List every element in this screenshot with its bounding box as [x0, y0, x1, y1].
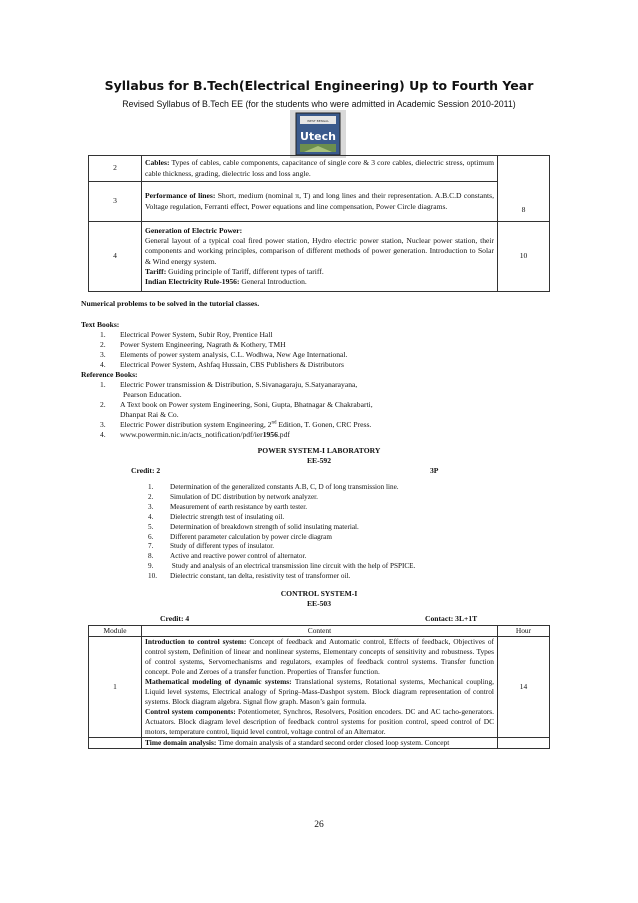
list-item: 7. Study of different types of insulator.: [148, 542, 275, 551]
lab-title: POWER SYSTEM-I LABORATORY: [257, 446, 381, 455]
syllabus-table-power-system: [88, 155, 550, 292]
list-item: 8. Active and reactive power control of alternator.: [148, 552, 307, 561]
list-item: 3.: [100, 350, 106, 359]
list-item-text: A Text book on Power system Engineering, Soni, Gupta, Bhatnagar & Chakrabarti,: [120, 400, 373, 409]
list-item-text: Electrical Power System, Subir Roy, Prentice Hall: [120, 330, 273, 339]
svg-text:Utech: Utech: [299, 130, 337, 143]
column-header-hour: Hour: [498, 626, 550, 637]
list-item: 6. Different parameter calculation by power circle diagram: [148, 532, 332, 541]
lab-code: EE-592: [306, 456, 332, 465]
table-row: [89, 738, 550, 749]
list-item: 2. Simulation of DC distribution by network analyzer.: [148, 492, 318, 501]
module-content: [142, 637, 498, 738]
lab-credit: Credit: 2: [131, 466, 161, 475]
control-title: CONTROL SYSTEM-I: [280, 589, 358, 598]
act-text: General Introduction.: [239, 277, 307, 287]
table-row: [89, 637, 550, 738]
list-item: 4. Dielectric strength test of insulating oil.: [148, 512, 285, 521]
module-content: [142, 182, 498, 222]
module-number: 2: [89, 156, 142, 182]
module-content: Time domain analysis: Time domain analysis of a standard second order closed loop system. Concept: [142, 738, 498, 749]
list-item: 5. Determination of breakdown strength of solid insulating material.: [148, 522, 359, 531]
reference-link[interactable]: www.powermin.nic.in/acts_notification/pdf/ier1956.pdf: [120, 430, 290, 439]
numerical-note: Numerical problems to be solved in the tutorial classes.: [81, 299, 260, 308]
page-number: 26: [314, 820, 324, 830]
list-item: 3.: [100, 420, 106, 429]
university-logo: [290, 110, 346, 158]
tariff-title: Tariff:: [145, 266, 167, 276]
list-item: 9. Study and analysis of an electrical transmission line circuit with the help of PSPICE.: [148, 562, 416, 571]
module-content: [142, 222, 498, 292]
lab-experiment-list: [148, 483, 415, 582]
list-item: 2.: [100, 340, 106, 349]
lab-hours: 3P: [430, 466, 439, 475]
topic-title: Generation of Electric Power:: [145, 225, 243, 235]
hours-value: 8: [521, 204, 526, 214]
tariff-text: Guiding principle of Tariff, different types of tariff.: [166, 266, 324, 276]
topic-text: Types of cables, cable components, capacitance of single core & 3 core cables, dielectric stress, optimum cable thickness, grading, dielectric loss and loss angle.: [145, 158, 494, 178]
list-item-text: Electric Power transmission & Distribution, S.Sivanagaraju, S.Satyanarayana,: [120, 380, 358, 389]
act-title: Indian Electricity Rule-1956:: [145, 277, 240, 287]
list-item-text-cont: Dhanpat Rai & Co.: [120, 410, 179, 419]
table-row: [89, 222, 550, 292]
control-code: EE-503: [306, 599, 332, 608]
hours-value: 10: [498, 222, 550, 292]
hours-value: 14: [498, 637, 550, 738]
svg-text:WEST BENGAL: WEST BENGAL: [307, 119, 329, 123]
section-paragraph: Mathematical modeling of dynamic systems: Translational systems, Rotational systems, Mechanical coupling, Liquid level systems, Electrical analogy of Spring–Mass-Dashpot system. Block diagram representation of control systems. Block diagram algebra. Signal flow graph. Mason’s gain formula.: [145, 677, 494, 706]
topic-title: Cables:: [145, 158, 170, 168]
hours-cell: [498, 156, 550, 222]
section-paragraph: Control system components: Potentiometer, Synchros, Resolvers, Position encoders. DC and AC tacho-generators. Actuators. Block diagram level description of feedback control systems for position control, speed control of DC motors, temperature control, liquid level control, voltage control of an Alternator.: [145, 707, 494, 736]
table-header-row: [89, 626, 550, 637]
list-item: 1. Determination of the generalized constants A.B, C, D of long transmission line.: [148, 483, 399, 491]
section-paragraph: Introduction to control system: Concept of feedback and Automatic control, Effects of feedback, Objectives of control system, Definition of linear and nonlinear systems, Elementary concepts of sensitivity and robustness. Types of control systems, Servomechanisms and regulators, examples of feedback control systems. Transfer function concept. Pole and Zeroes of a transfer function. Properties of Transfer function.: [145, 637, 494, 676]
list-item: 2.: [100, 400, 106, 409]
column-header-module: Module: [89, 626, 142, 637]
module-number: 4: [89, 222, 142, 292]
list-item: 4.: [100, 360, 106, 369]
table-row: [89, 182, 550, 222]
syllabus-table-control-system: [88, 625, 550, 749]
table-row: [89, 156, 550, 182]
topic-title: Performance of lines:: [145, 191, 216, 201]
text-books-heading: Text Books:: [81, 320, 120, 329]
page-title: Syllabus for B.Tech(Electrical Engineering) Up to Fourth Year: [104, 78, 534, 93]
list-item: 1.: [100, 380, 106, 389]
control-credit: Credit: 4: [160, 614, 190, 623]
reference-books-heading: Reference Books:: [81, 370, 138, 379]
list-item: 10. Dielectric constant, tan delta, resistivity test of transformer oil.: [148, 572, 351, 581]
control-contact: Contact: 3L+1T: [425, 614, 478, 623]
topic-text: Short, medium (nominal π, T) and long lines and their representation. A.B.C.D constants, Voltage regulation, Ferranti effect, Power equations and line compensation, Power Circle diagrams.: [145, 191, 494, 211]
list-item: 4.: [100, 430, 106, 439]
page-subtitle: Revised Syllabus of B.Tech EE (for the students who were admitted in Academic Session 2010-2011): [122, 99, 516, 109]
topic-text: General layout of a typical coal fired power station, Hydro electric power station, Nuclear power station, their components and working principles, comparison of different methods of power generation. Introduction to Solar & Wind energy system.: [145, 235, 494, 266]
list-item-text: Elements of power system analysis, C.L. Wodhwa, New Age International.: [120, 350, 348, 359]
list-item-text-cont: Pearson Education.: [123, 390, 182, 399]
list-item: 1.: [100, 330, 106, 339]
list-item-text: Electrical Power System, Ashfaq Hussain, CBS Publishers & Distributors: [120, 360, 345, 369]
module-content: [142, 156, 498, 182]
list-item-text: Power System Engineering, Nagrath & Kothery, TMH: [120, 340, 286, 349]
module-number: 3: [89, 182, 142, 222]
list-item-text: Electric Power distribution system Engineering, 2nd Edition, T. Gonen, CRC Press.: [120, 420, 372, 429]
module-number: 1: [89, 637, 142, 738]
column-header-content: Content: [142, 626, 498, 637]
list-item: 3. Measurement of earth resistance by earth tester.: [148, 502, 308, 511]
